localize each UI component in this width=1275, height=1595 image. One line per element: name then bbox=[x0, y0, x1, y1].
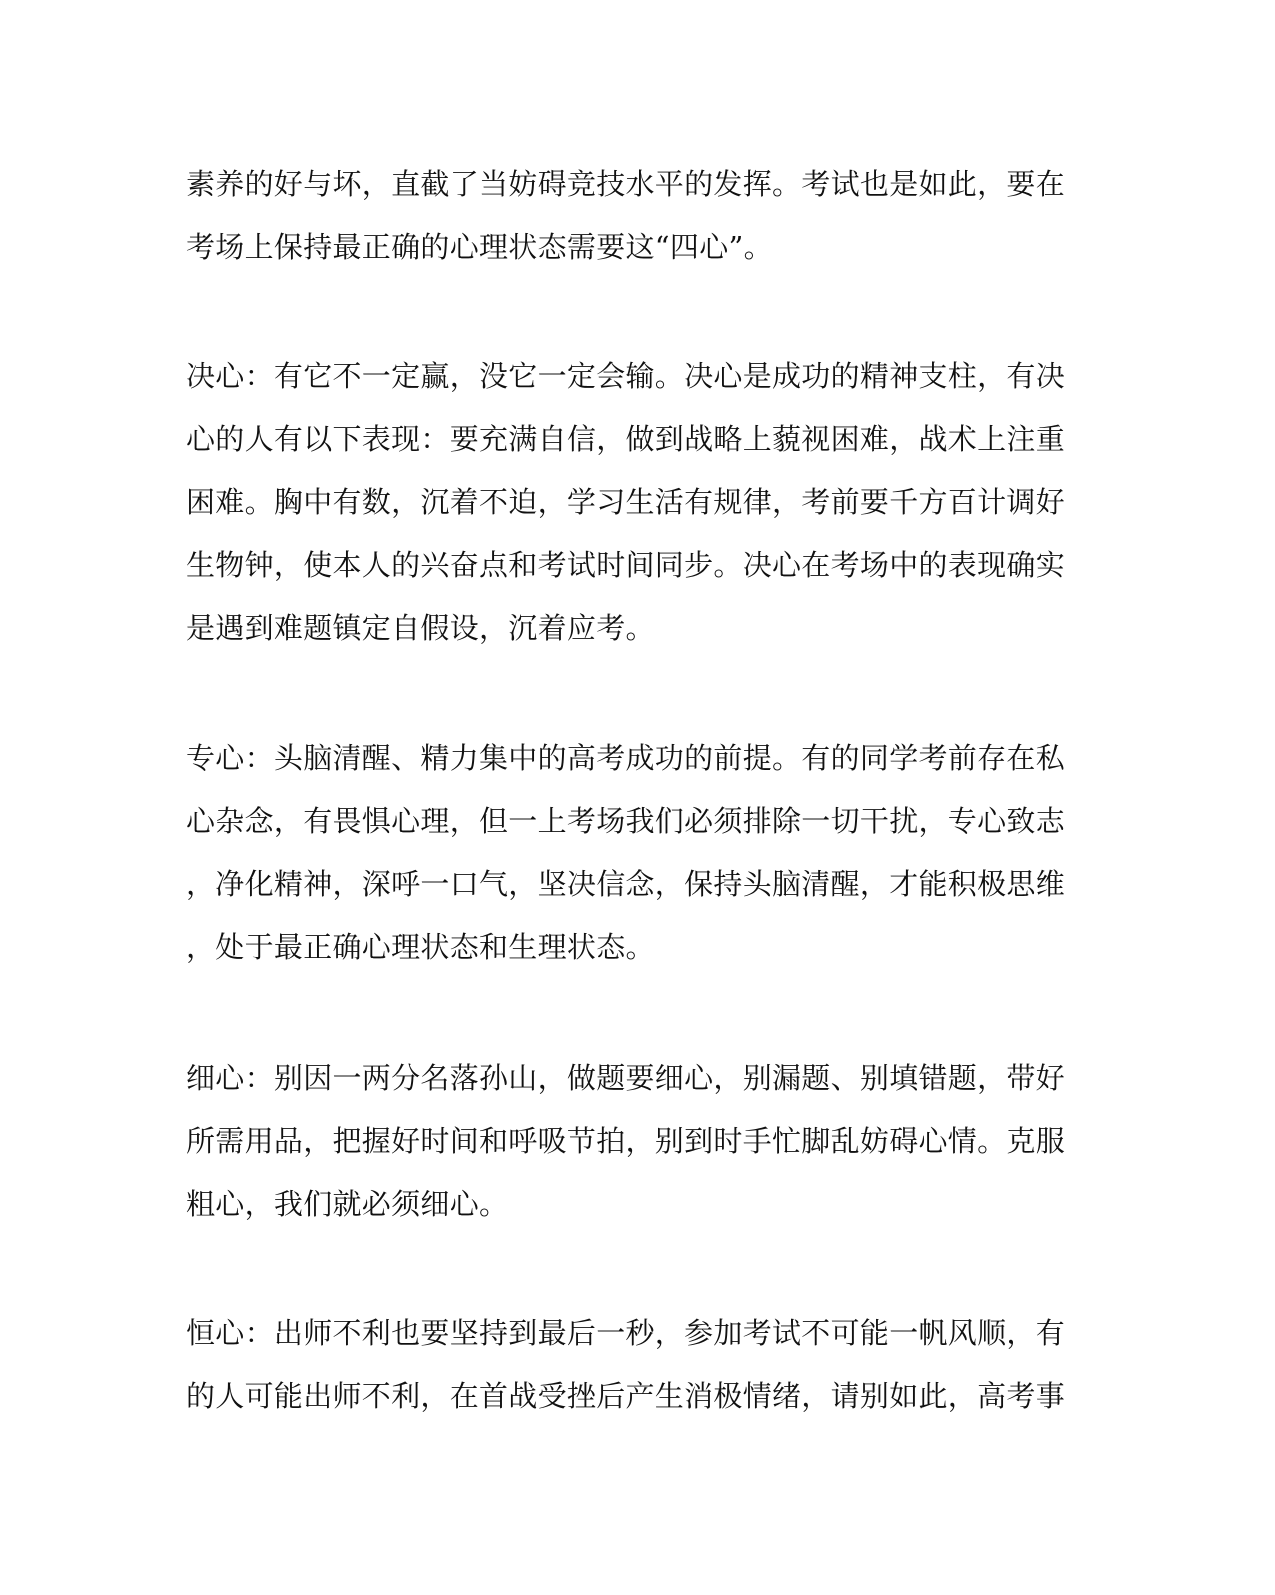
text-line: 考场上保持最正确的心理状态需要这“四心”。 bbox=[186, 230, 773, 264]
paragraph-carefulness bbox=[186, 1047, 1066, 1236]
text-line: 专心：头脑清醒、精力集中的高考成功的前提。有的同学考前存在私 bbox=[186, 741, 1066, 775]
text-line: 粗心，我们就必须细心。 bbox=[186, 1187, 509, 1221]
text-line: 是遇到难题镇定自假设，沉着应考。 bbox=[186, 611, 655, 645]
text-line: 的人可能出师不利，在首战受挫后产生消极情绪，请别如此，高考事 bbox=[186, 1379, 1066, 1413]
text-line: 心的人有以下表现：要充满自信，做到战略上藐视困难，战术上注重 bbox=[186, 422, 1066, 456]
text-line: 素养的好与坏，直截了当妨碍竞技水平的发挥。考试也是如此，要在 bbox=[186, 167, 1066, 201]
text-line: 所需用品，把握好时间和呼吸节拍，别到时手忙脚乱妨碍心情。克服 bbox=[186, 1124, 1066, 1158]
text-line: 生物钟，使本人的兴奋点和考试时间同步。决心在考场中的表现确实 bbox=[186, 548, 1066, 582]
paragraph-perseverance bbox=[186, 1302, 1066, 1428]
paragraph-focus bbox=[186, 727, 1066, 979]
text-line: 心杂念，有畏惧心理，但一上考场我们必须排除一切干扰，专心致志 bbox=[186, 804, 1066, 838]
text-line: 细心：别因一两分名落孙山，做题要细心，别漏题、别填错题，带好 bbox=[186, 1061, 1066, 1095]
text-line: 决心：有它不一定赢，没它一定会输。决心是成功的精神支柱，有决 bbox=[186, 359, 1066, 393]
text-line: ，净化精神，深呼一口气，坚决信念，保持头脑清醒，才能积极思维 bbox=[186, 867, 1066, 901]
text-line: 恒心：出师不利也要坚持到最后一秒，参加考试不可能一帆风顺，有 bbox=[186, 1316, 1066, 1350]
text-line: 困难。胸中有数，沉着不迫，学习生活有规律，考前要千方百计调好 bbox=[186, 485, 1066, 519]
text-line: ，处于最正确心理状态和生理状态。 bbox=[186, 930, 655, 964]
paragraph-intro bbox=[186, 153, 1066, 279]
paragraph-determination bbox=[186, 345, 1066, 660]
